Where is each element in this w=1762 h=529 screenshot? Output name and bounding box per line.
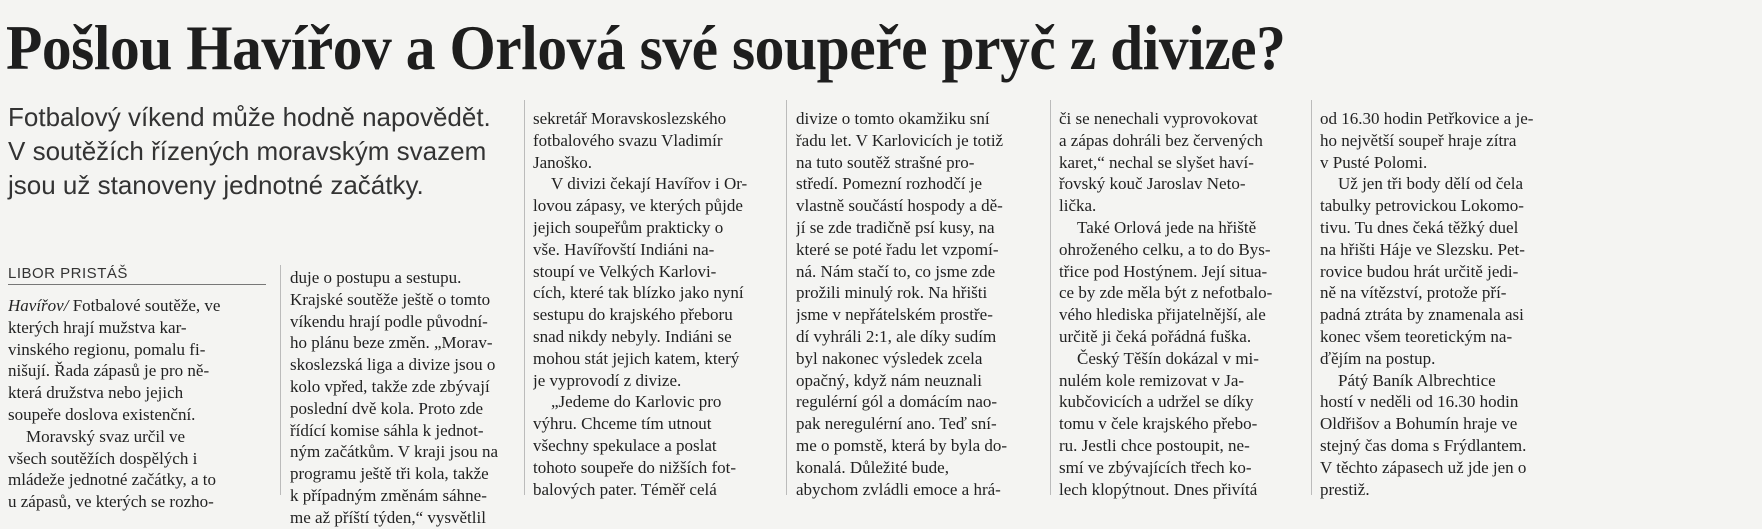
column-line: kubčovicích a udržel se díky <box>1059 392 1254 412</box>
column-line: vého hlediska přijatelnější, ale <box>1059 305 1266 325</box>
column-line: byl nakonec výsledek zcela <box>796 348 983 368</box>
column-line: Už jen tři body dělí od čela <box>1338 174 1524 194</box>
column-line: prožili minulý rok. Na hřišti <box>796 283 988 303</box>
column-line: dí vyhráli 2:1, ale díky sudím <box>796 326 997 346</box>
column-line: vinského regionu, pomalu fi- <box>8 339 206 359</box>
column-line: lička. <box>1059 196 1097 216</box>
lead-line: Fotbalový víkend může hodně napovědět. <box>8 102 491 132</box>
column-line: lovou zápasy, ve kterých půjde <box>533 196 743 216</box>
column-line: stejný čas doma s Frýdlantem. <box>1320 435 1527 455</box>
column-line: Pátý Baník Albrechtice <box>1338 370 1496 390</box>
column-line: od 16.30 hodin Petřkovice a je- <box>1320 109 1534 128</box>
column-line: programu ještě tři kola, takže <box>290 464 489 484</box>
column-line: snad nikdy nebyly. Indiáni se <box>533 326 732 346</box>
dateline-place: Havířov/ <box>8 296 69 315</box>
column-line: mládeže jednotné začátky, a to <box>8 470 216 490</box>
column-line: konec všem teoretickým na- <box>1320 326 1513 346</box>
column-line: pak neregulérní ano. Teď sní- <box>796 414 997 434</box>
column-divider <box>524 100 525 495</box>
column-line: kterých hrají mužstva kar- <box>8 317 187 337</box>
column-line: vlastně součástí hospody a dě- <box>796 196 1003 216</box>
column-line: ná. Nám stačí to, co jsme zde <box>796 261 996 281</box>
column-line: cích, které tak blízko jako nyní <box>533 283 744 303</box>
column-line: v Pusté Polomi. <box>1320 152 1428 172</box>
article-column-3 <box>533 108 773 500</box>
column-line: tohoto soupeře do nižších fot- <box>533 457 737 477</box>
column-divider <box>786 100 787 495</box>
column-line: Janoško. <box>533 152 593 172</box>
column-line: ce by zde měla být z nefotbalo- <box>1059 283 1273 303</box>
column-line: je vyprovodí z divize. <box>533 370 682 390</box>
column-line: výhru. Chceme tím utnout <box>533 414 712 434</box>
lead-line: V soutěžích řízených moravským svazem <box>8 136 487 166</box>
column-line: víkendu hrají podle původní- <box>290 311 488 331</box>
column-line: řovský kouč Jaroslav Neto- <box>1059 174 1246 194</box>
column-divider <box>280 265 281 495</box>
column-line: jí se zde tradičně psí kusy, na <box>796 217 995 237</box>
column-line: ným začátkům. V kraji jsou na <box>290 442 499 462</box>
column-line: V divizi čekají Havířov i Or- <box>551 174 748 194</box>
column-line: regulérní gól a domácím nao- <box>796 392 998 412</box>
column-line: hostí v neděli od 16.30 hodin <box>1320 392 1519 412</box>
article-column-6 <box>1320 108 1562 500</box>
column-line: tomu v čele krajského přebo- <box>1059 414 1258 434</box>
column-line: středí. Pomezní rozhodčí je <box>796 174 983 194</box>
column-line: řídící komise sáhla k jednot- <box>290 420 484 440</box>
article-column-5 <box>1059 108 1301 500</box>
column-line: me o pomstě, která by byla do- <box>796 435 1008 455</box>
column-line: ru. Jestli chce postoupit, ne- <box>1059 435 1250 455</box>
column-line: mohou stát jejich katem, který <box>533 348 740 368</box>
column-line: sestupu do krajského přeboru <box>533 305 733 325</box>
column-line: ho plánu beze změn. „Morav- <box>290 333 493 353</box>
column-line: sekretář Moravskoslezského <box>533 109 727 128</box>
column-line: lech klopýtnout. Dnes přivítá <box>1059 479 1258 499</box>
column-line: konalá. Důležité bude, <box>796 457 949 477</box>
column-line: opačný, když nám neuznali <box>796 370 982 390</box>
column-line: všechny spekulace a poslat <box>533 435 717 455</box>
column-line: nulém kole remizovat v Ja- <box>1059 370 1245 390</box>
lead-line: jsou už stanoveny jednotné začátky. <box>8 170 424 200</box>
column-line: me až příští týden,“ vysvětlil <box>290 507 486 527</box>
column-line: tabulky petrovickou Lokomo- <box>1320 196 1524 216</box>
column-line: a zápas dohráli bez červených <box>1059 130 1263 150</box>
column-line: třice pod Hostýnem. Její situa- <box>1059 261 1268 281</box>
column-divider <box>1050 100 1051 495</box>
column-line: stoupí ve Velkých Karlovi- <box>533 261 717 281</box>
column-line: které se poté řadu let vzpomí- <box>796 239 999 259</box>
column-line: divize o tomto okamžiku sní <box>796 109 990 128</box>
column-line: na hřišti Háje ve Slezsku. Pet- <box>1320 239 1525 259</box>
column-line: abychom zvládli emoce a hrá- <box>796 479 1001 499</box>
column-line: ho největší soupeř hraje zítra <box>1320 130 1517 150</box>
column-line: rovice budou hrát určitě jedi- <box>1320 261 1519 281</box>
column-line: Oldřišov a Bohumín hraje ve <box>1320 414 1518 434</box>
article-lead <box>8 100 568 202</box>
column-line: Český Těšín dokázal v mi- <box>1077 348 1259 368</box>
column-line: smí ve zbývajících třech ko- <box>1059 457 1252 477</box>
column-line: či se nenechali vyprovokovat <box>1059 109 1258 128</box>
column-line: k případným změnám sáhne- <box>290 485 487 505</box>
column-line: kolo vpřed, takže zde zbývají <box>290 376 490 396</box>
author-byline: LIBOR PRISTÁŠ <box>8 265 266 285</box>
column-line: V těchto zápasech už jde jen o <box>1320 457 1527 477</box>
column-line: která družstva nebo jejich <box>8 383 184 403</box>
column-line: na tuto soutěž strašné pro- <box>796 152 975 172</box>
column-line: jsme v nepřátelském prostře- <box>796 305 993 325</box>
column-line: soupeře doslova existenční. <box>8 404 196 424</box>
column-line: Moravský svaz určil ve <box>26 426 186 446</box>
column-line: Také Orlová jede na hřiště <box>1077 217 1257 237</box>
column-line: balových pater. Téměř celá <box>533 479 717 499</box>
article-headline: Pošlou Havířov a Orlová své soupeře pryč z divize? <box>6 12 1286 83</box>
column-line: tivu. Tu dnes čeká těžký duel <box>1320 217 1519 237</box>
column-line: jejich soupeřům prakticky o <box>533 217 724 237</box>
column-line: řadu let. V Karlovicích je totiž <box>796 130 1004 150</box>
column-line: prestiž. <box>1320 479 1370 499</box>
article-column-2 <box>290 267 515 529</box>
column-line: karet,“ nechal se slyšet haví- <box>1059 152 1254 172</box>
column-line: nišují. Řada zápasů je pro ně- <box>8 361 210 381</box>
column-line: „Jedeme do Karlovic pro <box>551 392 722 412</box>
column-line: všech soutěžích dospělých i <box>8 448 198 468</box>
column-line: ohroženého celku, a to do Bys- <box>1059 239 1271 259</box>
column-line: fotbalového svazu Vladimír <box>533 130 723 150</box>
column-line: duje o postupu a sestupu. <box>290 268 462 287</box>
column-line: padná ztráta by znamenala asi <box>1320 305 1524 325</box>
column-line: skoslezská liga a divize jsou o <box>290 355 496 375</box>
column-line-text: Fotbalové soutěže, ve <box>68 296 221 315</box>
column-line: ně na vítězství, protože pří- <box>1320 283 1507 303</box>
column-divider <box>1311 100 1312 495</box>
column-line: poslední dvě kola. Proto zde <box>290 398 484 418</box>
article-column-4 <box>796 108 1039 500</box>
column-line: u zápasů, ve kterých se rozho- <box>8 492 214 512</box>
column-line: vše. Havířovští Indiáni na- <box>533 239 715 259</box>
column-line <box>8 295 270 317</box>
article-column-1 <box>8 295 270 513</box>
column-line: Krajské soutěže ještě o tomto <box>290 289 491 309</box>
column-line: určitě ji čeká pořádná fuška. <box>1059 326 1252 346</box>
column-line: ďějím na postup. <box>1320 348 1436 368</box>
